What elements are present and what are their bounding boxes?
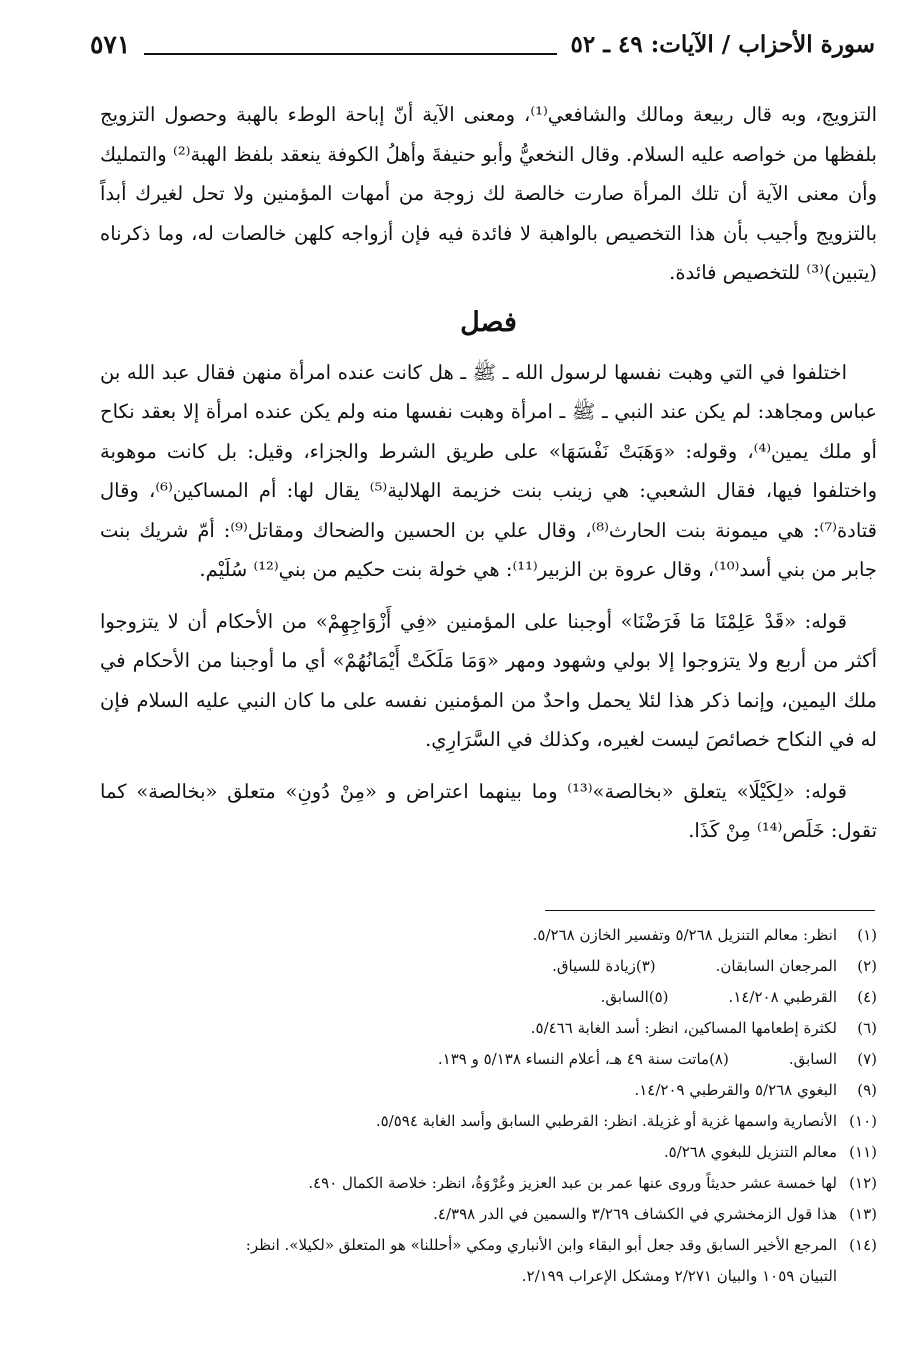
paragraph-1: التزويج، وبه قال ربيعة ومالك والشافعي⁽¹⁾، ومعنى الآية أنّ إباحة الوطء بالهبة وحصول التزويج بلفظها من خواصه عليه السلام. وقال النخعيُّ وأبو حنيفةَ وأهلُ الكوفة ينعقد بلفظ الهبة⁽²⁾ والتمليك وأن معنى الآية أن تلك المرأة صارت خالصة لك زوجة من أمهات المؤمنين ولا تحل لغيرك أبداً بالتزويج وأجيب بأن هذا التخصيص بالواهبة لا فائدة فيه فإن أزواجه كلهن خالصات له، وما ذكرناه (يتبين)⁽³⁾ للتخصيص فائدة. <box>100 103 877 284</box>
page-header <box>90 20 875 68</box>
footnote-number: (١) <box>857 926 877 944</box>
footnote-text: المرجع الأخير السابق وقد جعل أبو البقاء وابن الأنباري ومكي «أحللنا» هو المتعلق «لكيلا». انظر: <box>245 1236 837 1254</box>
footnote-number: (١٣) <box>849 1205 877 1223</box>
footnote-text: الأنصارية واسمها غزية أو غزيلة. انظر: القرطبي السابق وأسد الغابة ٥/٥٩٤. <box>375 1112 837 1130</box>
footnote-row <box>100 1168 877 1199</box>
footnote-number: (٣) <box>635 957 656 975</box>
footnote-text: لكثرة إطعامها المساكين، انظر: أسد الغابة ٥/٤٦٦. <box>530 1019 837 1037</box>
footnote-row <box>100 1137 877 1168</box>
footnote-row <box>100 1106 877 1137</box>
footnote-text: معالم التنزيل للبغوي ٥/٢٦٨. <box>663 1143 837 1161</box>
footnote-text: هذا قول الزمخشري في الكشاف ٣/٢٦٩ والسمين في الدر ٤/٣٩٨. <box>433 1205 837 1223</box>
footnote-row <box>100 1075 877 1106</box>
footnote-text: ماتت سنة ٤٩ هـ، أعلام النساء ٥/١٣٨ و ١٣٩. <box>437 1050 710 1068</box>
footnote-number: (١١) <box>849 1143 877 1161</box>
footnote-text: القرطبي ١٤/٢٠٨. <box>728 988 837 1006</box>
footnote-text: انظر: معالم التنزيل ٥/٢٦٨ وتفسير الخازن ٥/٢٦٨. <box>532 926 837 944</box>
footnotes <box>100 920 877 1292</box>
footnote-number: (٢) <box>857 957 877 975</box>
footnote-number: (٧) <box>857 1050 877 1068</box>
footnote-text: السابق. <box>600 988 649 1006</box>
paragraph-4: قوله: «لِكَيْلَا» يتعلق «بخالصة»⁽¹³⁾ وما بينهما اعتراض و «مِنْ دُونِ» متعلق «بخالصة» كما تقول: خَلَص⁽¹⁴⁾ مِنْ كَذَا. <box>100 779 877 842</box>
footnote-row <box>100 920 877 951</box>
paragraph-3: قوله: «قَدْ عَلِمْنَا مَا فَرَضْنَا» أوجبنا على المؤمنين «فِي أَزْوَاجِهِمْ» من الأحكام أن لا يتزوجوا أكثر من أربع ولا يتزوجوا إلا بولي وشهود ومهر «وَمَا مَلَكَتْ أَيْمَانُهُمْ» أي ما أوجبنا من الأحكام في ملك اليمين، وإنما ذكر هذا لئلا يحمل واحدٌ من المؤمنين نفسه على ما كان النبي عليه السلام فإن له في النكاح خصائصَ ليست لغيره، وكذلك في السَّرَارِي. <box>100 609 877 751</box>
footnote-number: (١٤) <box>849 1236 877 1254</box>
footnote-continuation: التبيان ١٠٥٩ والبيان ٢/٢٧١ ومشكل الإعراب ٢/١٩٩. <box>521 1267 837 1285</box>
footnote-number: (٨) <box>709 1050 729 1068</box>
footnote-row <box>100 1230 877 1261</box>
page-number: ٥٧١ <box>90 29 131 59</box>
footnote-separator <box>545 910 875 911</box>
footnote-row <box>100 1013 877 1044</box>
main-text <box>100 95 877 851</box>
footnote-text: البغوي ٥/٢٦٨ والقرطبي ١٤/٢٠٩. <box>634 1081 837 1099</box>
footnote-number: (٦) <box>857 1019 877 1037</box>
footnote-row <box>100 1044 877 1075</box>
footnote-number: (١٠) <box>849 1112 877 1130</box>
footnote-text: لها خمسة عشر حديثاً وروى عنها عمر بن عبد العزيز وعُرْوَةُ، انظر: خلاصة الكمال ٤٩٠. <box>308 1174 837 1192</box>
header-rule <box>144 53 556 55</box>
footnote-number: (٩) <box>857 1081 877 1099</box>
section-heading: فصل <box>460 306 517 338</box>
footnote-text: السابق. <box>788 1050 837 1068</box>
paragraph-2: اختلفوا في التي وهبت نفسها لرسول الله ـ ﷺ ـ هل كانت عنده امرأة منهن فقال عبد الله بن عباس ومجاهد: لم يكن عند النبي ـ ﷺ ـ امرأة وهبت نفسها منه ولم يكن عنده امرأة إلا بعقد نكاح أو ملك يمين⁽⁴⁾، وقوله: «وَهَبَتْ نَفْسَهَا» على طريق الشرط والجزاء، وقيل: بل كانت موهوبة واختلفوا فيها، فقال الشعبي: هي زينب بنت خزيمة الهلالية⁽⁵⁾ يقال لها: أم المساكين⁽⁶⁾، وقال قتادة⁽⁷⁾: هي ميمونة بنت الحارث⁽⁸⁾، وقال علي بن الحسين والضحاك ومقاتل⁽⁹⁾: أمّ شريك بنت جابر من بني أسد⁽¹⁰⁾، وقال عروة بن الزبير⁽¹¹⁾: هي خولة بنت حكيم من بني⁽¹²⁾ سُلَيْم. <box>100 360 877 581</box>
footnote-number: (١٢) <box>849 1174 877 1192</box>
footnote-number: (٥) <box>648 988 669 1006</box>
footnote-row <box>100 1199 877 1230</box>
footnote-text: المرجعان السابقان. <box>715 957 837 975</box>
footnote-row <box>100 982 877 1013</box>
footnote-number: (٤) <box>857 988 877 1006</box>
running-title: سورة الأحزاب / الآيات: ٤٩ ـ ٥٢ <box>570 30 875 58</box>
footnote-row <box>100 951 877 982</box>
footnote-text: زيادة للسياق. <box>552 957 636 975</box>
